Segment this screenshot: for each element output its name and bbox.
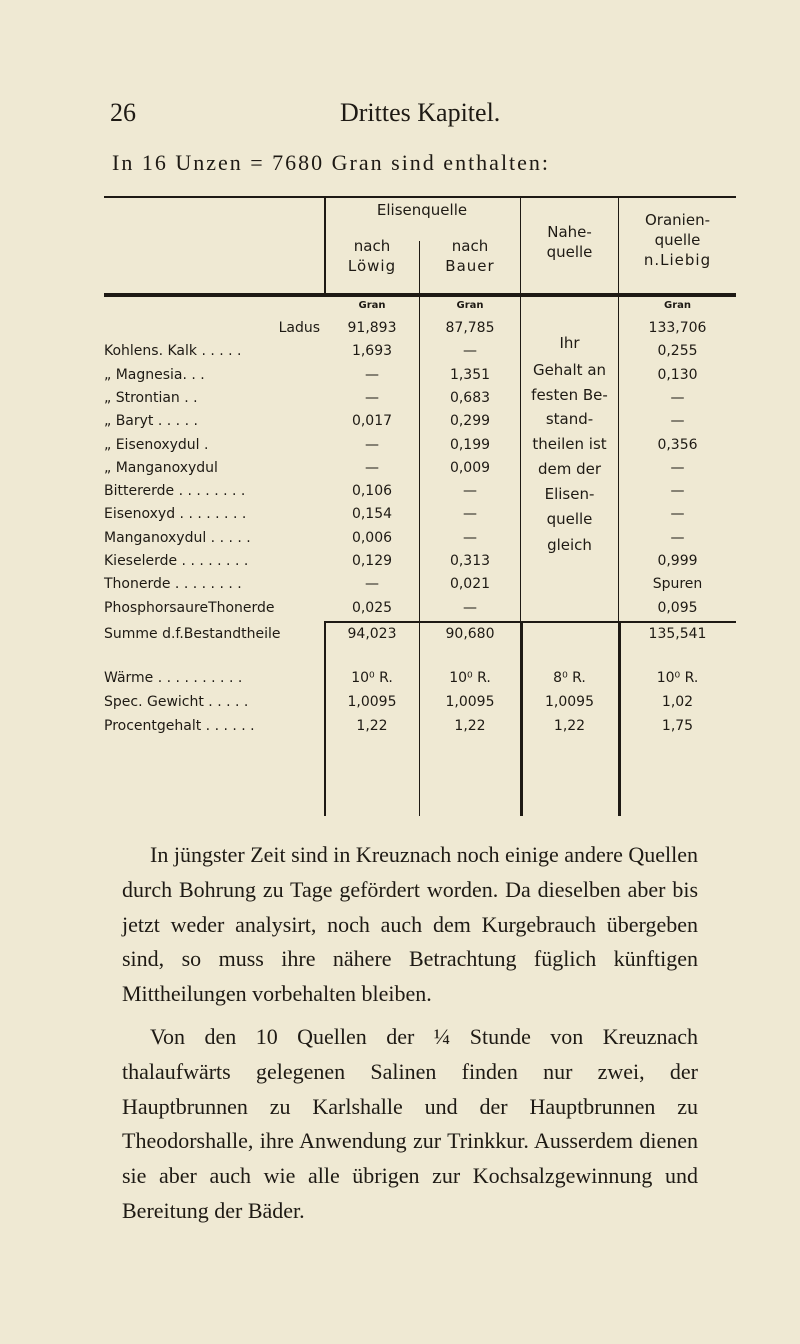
row-label: „ Manganoxydul (104, 459, 218, 476)
row-value: Spuren (652, 576, 703, 593)
bottom-row-value: 1,0095 (347, 694, 397, 710)
nahe-note-line: stand- (545, 410, 594, 428)
row-value: 0,313 (449, 553, 491, 569)
row-value: — (670, 459, 685, 476)
summe-loewig: 94,023 (347, 626, 397, 642)
col-header-bauer-line1: nach (451, 237, 489, 255)
row-label: „ Baryt . . . . . (104, 413, 198, 430)
col-header-oranien-line2: quelle (654, 231, 701, 249)
bottom-row-value: 1,0095 (445, 694, 495, 710)
col-header-oranien-line3: n.Liebig (643, 251, 712, 269)
row-value: — (670, 506, 685, 523)
bottom-row-value: 10⁰ R. (351, 670, 393, 686)
table-caption: In 16 Unzen = 7680 Gran sind enthalten: (112, 150, 551, 175)
summe-label: Summe d.f.Bestandtheile (104, 626, 281, 642)
row-label: „ Eisenoxydul . (104, 436, 209, 453)
summe-oranien: 135,541 (648, 626, 707, 642)
row-value: 0,199 (449, 436, 491, 453)
row-value: — (670, 389, 685, 406)
row-label: Manganoxydul . . . . . (104, 529, 251, 546)
row-value: 0,154 (351, 506, 393, 523)
chapter-title: Drittes Kapitel. (340, 98, 501, 127)
row-value: 0,255 (657, 343, 698, 360)
row-value: 1,351 (449, 366, 491, 383)
bottom-row-value: 1,22 (356, 718, 388, 734)
nahe-note-line: quelle (546, 510, 593, 528)
col-header-loewig-line2: Löwig (347, 257, 397, 275)
row-label: „ Magnesia. . . (104, 366, 205, 383)
row-value: — (365, 389, 379, 406)
page-number: 26 (110, 98, 136, 127)
paragraph-1: In jüngster Zeit sind in Kreuznach noch einige andere Quellen durch Bohrung zu Tage gefördert worden. Da dieselben aber bis jetzt weder analysirt, noch auch dem Kurgebrauch übergeben sind, so muss ihre nähere Betrachtung füglich künftigen Mittheilungen vorbehalten bleiben. (122, 842, 698, 1007)
row-value: 0,106 (351, 483, 393, 500)
nahe-note-line: dem der (537, 460, 602, 478)
bottom-row-value: 1,0095 (545, 694, 594, 710)
row-value: 0,009 (449, 459, 491, 476)
row-value: — (365, 576, 379, 593)
row-value: 87,785 (445, 320, 495, 336)
col-header-nahe-line1: Nahe- (547, 223, 592, 241)
unit-gran-bauer: Gran (456, 300, 484, 311)
group-header-elisenquelle: Elisenquelle (376, 201, 468, 219)
row-label: Bittererde . . . . . . . . (104, 483, 246, 500)
col-header-oranienquelle (619, 210, 736, 270)
row-value: — (670, 483, 685, 500)
row-value: 0,021 (449, 576, 491, 593)
row-value: 0,025 (351, 599, 393, 616)
row-value: 0,999 (657, 553, 698, 569)
col-header-nahequelle (521, 222, 618, 262)
nahe-note-line: theilen ist (532, 435, 607, 453)
row-label: Ladus (278, 320, 320, 336)
col-header-oranien-line1: Oranien- (645, 211, 710, 229)
row-value: 0,017 (351, 413, 393, 430)
row-value: 1,693 (351, 343, 393, 360)
bottom-row-value: 1,22 (553, 718, 586, 734)
paragraph-2: Von den 10 Quellen der ¼ Stunde von Kreuznach thalaufwärts gelegenen Salinen finden nur zwei, der Hauptbrunnen zu Karlshalle und der Hauptbrunnen zu Theodorshalle, ihre Anwendung zur Trinkkur. Ausserdem dienen sie aber auch wie alle übrigen zur Kochsalzgewinnung und Bereitung der Bäder. (122, 1023, 698, 1223)
row-value: — (365, 459, 379, 476)
bottom-row-value: 1,75 (661, 718, 694, 734)
bottom-row-value: 10⁰ R. (449, 670, 491, 686)
bottom-row-label: Procentgehalt . . . . . . (104, 718, 255, 734)
col-header-loewig (326, 236, 418, 276)
row-value: 0,299 (449, 413, 491, 430)
row-value: 0,356 (657, 436, 698, 453)
nahe-note-line: Ihr (559, 334, 580, 352)
row-label: Thonerde . . . . . . . . (104, 576, 242, 593)
row-value: — (670, 529, 685, 546)
mineral-analysis-table (104, 196, 736, 820)
table-top-rule (104, 196, 736, 198)
nahe-note-line: gleich (547, 536, 592, 554)
row-value: 0,129 (351, 553, 393, 569)
bottom-row-value: 8⁰ R. (553, 670, 586, 686)
running-head (110, 98, 670, 138)
row-value: 0,683 (449, 389, 491, 406)
row-value: — (670, 413, 685, 430)
row-value: — (463, 343, 477, 360)
bottom-row-label: Spec. Gewicht . . . . . (104, 694, 249, 710)
bottom-row-value: 1,22 (454, 718, 486, 734)
row-value: 133,706 (648, 320, 707, 336)
bottom-row-value: 1,02 (661, 694, 694, 710)
nahe-note-line: festen Be- (531, 386, 608, 404)
bottom-row-label: Wärme . . . . . . . . . . (104, 670, 243, 686)
summe-rule (324, 621, 736, 623)
row-value: — (463, 506, 477, 523)
nahe-note-line: Elisen- (544, 485, 595, 503)
bottom-row-value: 10⁰ R. (656, 670, 699, 686)
nahe-note-line: Gehalt an (532, 361, 607, 379)
row-value: 0,095 (657, 599, 698, 616)
col-header-nahe-line2: quelle (546, 243, 593, 261)
body-text (122, 838, 698, 1229)
row-label: PhosphorsaureThonerde (104, 599, 275, 616)
row-value: — (463, 483, 477, 500)
col-header-loewig-line1: nach (353, 237, 391, 255)
col-header-bauer (420, 236, 520, 276)
row-label: Kohlens. Kalk . . . . . (104, 343, 242, 360)
row-value: 0,130 (657, 366, 698, 383)
col-header-bauer-line2: Bauer (445, 257, 495, 275)
row-label: Eisenoxyd . . . . . . . . (104, 506, 247, 523)
unit-gran-oranien: Gran (663, 300, 691, 311)
unit-gran-loewig: Gran (358, 300, 386, 311)
row-value: — (365, 366, 379, 383)
row-value: 91,893 (347, 320, 397, 336)
row-value: — (463, 599, 477, 616)
row-value: — (365, 436, 379, 453)
row-value: — (463, 529, 477, 546)
row-value: 0,006 (351, 529, 393, 546)
row-label: Kieselerde . . . . . . . . (104, 553, 249, 569)
row-label: „ Strontian . . (104, 389, 198, 406)
group-header-rule (104, 293, 736, 294)
summe-bauer: 90,680 (445, 626, 495, 642)
